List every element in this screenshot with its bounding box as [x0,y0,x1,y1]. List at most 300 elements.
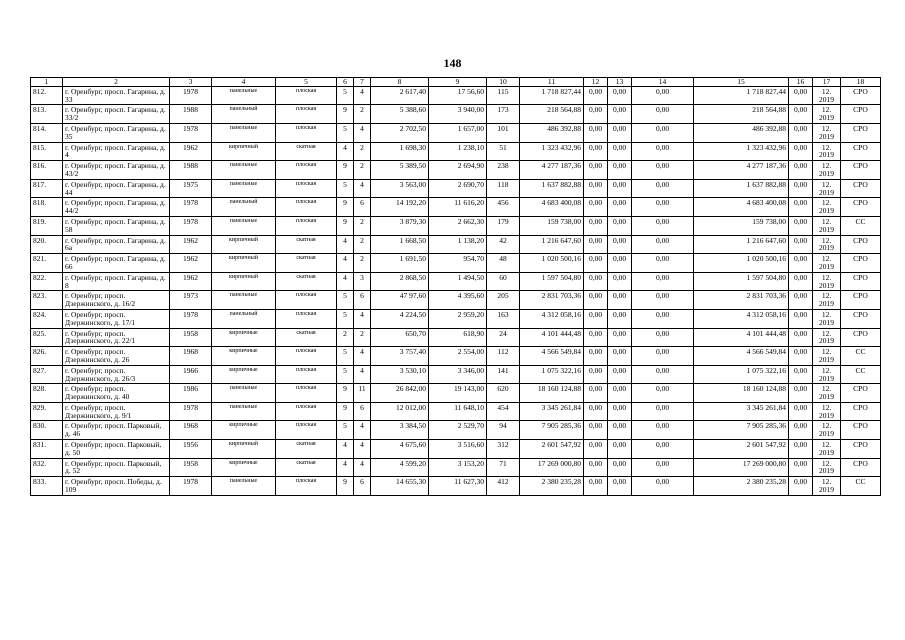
address-cell: г. Оренбург, просп. Парковый, д. 50 [63,440,170,459]
total-cost-cell: 17 269 000,80 [520,458,584,477]
value-cell: 0,00 [632,161,694,180]
living-area-cell: 1 138,20 [429,235,487,254]
source-cell: СРО [841,123,881,142]
date-cell: 12. 2019 [813,272,841,291]
date-cell: 12. 2019 [813,384,841,403]
value-cell: 0,00 [584,142,608,161]
wall-material-cell: кирпичный [212,142,276,161]
fund-cost-cell: 1 597 504,80 [694,272,789,291]
floors-cell: 4 [337,142,354,161]
entrances-cell: 4 [354,421,371,440]
row-number: 830. [31,421,63,440]
value-cell: 0,00 [608,291,632,310]
column-header: 4 [212,78,276,87]
roof-type-cell: плоская [276,365,337,384]
table-row [31,309,881,328]
year-cell: 1968 [170,347,212,366]
wall-material-cell: кирпичный [212,440,276,459]
total-area-cell: 1 691,50 [371,254,429,273]
table-row [31,254,881,273]
living-area-cell: 2 529,70 [429,421,487,440]
table-row [31,179,881,198]
roof-type-cell: плоская [276,347,337,366]
total-cost-cell: 2 380 235,28 [520,477,584,496]
value-cell: 0,00 [584,161,608,180]
floors-cell: 9 [337,402,354,421]
value-cell: 0,00 [632,123,694,142]
date-cell: 12. 2019 [813,328,841,347]
total-area-cell: 14 655,30 [371,477,429,496]
fund-cost-cell: 18 160 124,88 [694,384,789,403]
wall-material-cell: кирпичные [212,328,276,347]
table-row [31,123,881,142]
column-header: 3 [170,78,212,87]
roof-type-cell: скатная [276,142,337,161]
row-number: 820. [31,235,63,254]
residents-cell: 51 [487,142,520,161]
value-cell: 0,00 [789,161,813,180]
residents-cell: 115 [487,86,520,105]
fund-cost-cell: 3 345 261,84 [694,402,789,421]
total-area-cell: 2 702,50 [371,123,429,142]
table-row [31,365,881,384]
value-cell: 0,00 [632,291,694,310]
address-cell: г. Оренбург, просп. Дзержинского, д. 26 [63,347,170,366]
wall-material-cell: панельные [212,477,276,496]
value-cell: 0,00 [608,458,632,477]
year-cell: 1966 [170,365,212,384]
living-area-cell: 3 153,20 [429,458,487,477]
value-cell: 0,00 [608,216,632,235]
date-cell: 12. 2019 [813,254,841,273]
roof-type-cell: плоская [276,384,337,403]
source-cell: СРО [841,272,881,291]
floors-cell: 5 [337,179,354,198]
total-cost-cell: 486 392,88 [520,123,584,142]
row-number: 823. [31,291,63,310]
fund-cost-cell: 4 683 400,08 [694,198,789,217]
floors-cell: 9 [337,198,354,217]
living-area-cell: 2 690,70 [429,179,487,198]
roof-type-cell: плоская [276,309,337,328]
source-cell: СРО [841,86,881,105]
value-cell: 0,00 [608,440,632,459]
total-cost-cell: 1 020 500,16 [520,254,584,273]
value-cell: 0,00 [608,402,632,421]
table-row [31,216,881,235]
entrances-cell: 4 [354,179,371,198]
living-area-cell: 2 959,20 [429,309,487,328]
total-cost-cell: 1 216 647,60 [520,235,584,254]
year-cell: 1978 [170,477,212,496]
wall-material-cell: панельный [212,198,276,217]
living-area-cell: 2 694,90 [429,161,487,180]
year-cell: 1958 [170,458,212,477]
value-cell: 0,00 [632,477,694,496]
column-header: 13 [608,78,632,87]
year-cell: 1962 [170,235,212,254]
residents-cell: 412 [487,477,520,496]
fund-cost-cell: 2 380 235,28 [694,477,789,496]
value-cell: 0,00 [608,198,632,217]
floors-cell: 2 [337,328,354,347]
total-area-cell: 2 617,40 [371,86,429,105]
source-cell: СРО [841,384,881,403]
floors-cell: 4 [337,458,354,477]
total-cost-cell: 4 683 400,08 [520,198,584,217]
value-cell: 0,00 [584,105,608,124]
date-cell: 12. 2019 [813,347,841,366]
floors-cell: 5 [337,291,354,310]
column-header: 11 [520,78,584,87]
residents-cell: 101 [487,123,520,142]
living-area-cell: 954,70 [429,254,487,273]
date-cell: 12. 2019 [813,402,841,421]
living-area-cell: 17 56,60 [429,86,487,105]
value-cell: 0,00 [632,86,694,105]
residents-cell: 312 [487,440,520,459]
living-area-cell: 1 657,00 [429,123,487,142]
value-cell: 0,00 [632,235,694,254]
value-cell: 0,00 [789,421,813,440]
entrances-cell: 4 [354,86,371,105]
value-cell: 0,00 [608,254,632,273]
address-cell: г. Оренбург, просп. Дзержинского, д. 22/1 [63,328,170,347]
value-cell: 0,00 [608,309,632,328]
total-cost-cell: 1 323 432,96 [520,142,584,161]
value-cell: 0,00 [608,86,632,105]
residents-cell: 620 [487,384,520,403]
roof-type-cell: плоская [276,421,337,440]
value-cell: 0,00 [584,309,608,328]
value-cell: 0,00 [632,328,694,347]
wall-material-cell: кирпичные [212,421,276,440]
value-cell: 0,00 [789,402,813,421]
row-number: 821. [31,254,63,273]
total-cost-cell: 4 277 187,36 [520,161,584,180]
total-area-cell: 1 668,50 [371,235,429,254]
wall-material-cell: панельные [212,86,276,105]
row-number: 829. [31,402,63,421]
residents-cell: 112 [487,347,520,366]
wall-material-cell: кирпичный [212,235,276,254]
year-cell: 1978 [170,216,212,235]
value-cell: 0,00 [608,142,632,161]
total-area-cell: 4 675,60 [371,440,429,459]
address-cell: г. Оренбург, просп. Гагарина, д. 58 [63,216,170,235]
living-area-cell: 3 516,60 [429,440,487,459]
value-cell: 0,00 [608,328,632,347]
date-cell: 12. 2019 [813,365,841,384]
roof-type-cell: скатная [276,458,337,477]
value-cell: 0,00 [608,347,632,366]
value-cell: 0,00 [584,384,608,403]
value-cell: 0,00 [632,309,694,328]
wall-material-cell: панельные [212,291,276,310]
value-cell: 0,00 [584,198,608,217]
wall-material-cell: панельные [212,179,276,198]
column-header: 8 [371,78,429,87]
entrances-cell: 2 [354,254,371,273]
fund-cost-cell: 7 905 285,36 [694,421,789,440]
address-cell: г. Оренбург, просп. Гагарина, д. 66 [63,254,170,273]
column-header: 18 [841,78,881,87]
living-area-cell: 1 238,10 [429,142,487,161]
total-area-cell: 47 97,60 [371,291,429,310]
date-cell: 12. 2019 [813,477,841,496]
total-area-cell: 3 384,50 [371,421,429,440]
value-cell: 0,00 [789,291,813,310]
residents-cell: 141 [487,365,520,384]
row-number: 831. [31,440,63,459]
fund-cost-cell: 218 564,88 [694,105,789,124]
year-cell: 1988 [170,161,212,180]
value-cell: 0,00 [584,421,608,440]
total-area-cell: 1 698,30 [371,142,429,161]
column-header: 1 [31,78,63,87]
source-cell: СРО [841,179,881,198]
value-cell: 0,00 [789,477,813,496]
entrances-cell: 4 [354,347,371,366]
address-cell: г. Оренбург, просп. Парковый, д. 52 [63,458,170,477]
entrances-cell: 6 [354,402,371,421]
address-cell: г. Оренбург, просп. Дзержинского, д. 40 [63,384,170,403]
value-cell: 0,00 [632,272,694,291]
year-cell: 1968 [170,421,212,440]
wall-material-cell: панельные [212,402,276,421]
wall-material-cell: панельные [212,384,276,403]
residents-cell: 60 [487,272,520,291]
row-number: 818. [31,198,63,217]
column-header: 7 [354,78,371,87]
row-number: 828. [31,384,63,403]
address-cell: г. Оренбург, просп. Гагарина, д. 35 [63,123,170,142]
year-cell: 1986 [170,384,212,403]
total-cost-cell: 218 564,88 [520,105,584,124]
row-number: 815. [31,142,63,161]
value-cell: 0,00 [608,477,632,496]
fund-cost-cell: 1 216 647,60 [694,235,789,254]
date-cell: 12. 2019 [813,440,841,459]
entrances-cell: 2 [354,161,371,180]
address-cell: г. Оренбург, просп. Парковый, д. 46 [63,421,170,440]
floors-cell: 5 [337,86,354,105]
floors-cell: 5 [337,309,354,328]
residents-cell: 163 [487,309,520,328]
value-cell: 0,00 [632,458,694,477]
wall-material-cell: панельный [212,309,276,328]
value-cell: 0,00 [584,254,608,273]
value-cell: 0,00 [789,384,813,403]
roof-type-cell: плоская [276,477,337,496]
value-cell: 0,00 [632,347,694,366]
residents-cell: 42 [487,235,520,254]
source-cell: СС [841,365,881,384]
wall-material-cell: панельные [212,161,276,180]
year-cell: 1973 [170,291,212,310]
entrances-cell: 2 [354,142,371,161]
column-header: 17 [813,78,841,87]
wall-material-cell: кирпичные [212,347,276,366]
total-area-cell: 3 757,40 [371,347,429,366]
value-cell: 0,00 [584,477,608,496]
total-cost-cell: 1 637 882,88 [520,179,584,198]
entrances-cell: 2 [354,235,371,254]
value-cell: 0,00 [608,235,632,254]
fund-cost-cell: 4 101 444,48 [694,328,789,347]
table-row [31,421,881,440]
total-cost-cell: 4 312 058,16 [520,309,584,328]
table-row [31,440,881,459]
roof-type-cell: скатная [276,235,337,254]
table-row [31,347,881,366]
year-cell: 1975 [170,179,212,198]
housing-register-table [30,77,881,496]
fund-cost-cell: 159 738,00 [694,216,789,235]
entrances-cell: 6 [354,477,371,496]
residents-cell: 24 [487,328,520,347]
source-cell: СРО [841,291,881,310]
value-cell: 0,00 [789,309,813,328]
row-number: 817. [31,179,63,198]
address-cell: г. Оренбург, просп. Гагарина, д. 44 [63,179,170,198]
residents-cell: 238 [487,161,520,180]
value-cell: 0,00 [584,347,608,366]
source-cell: СРО [841,440,881,459]
address-cell: г. Оренбург, просп. Гагарина, д. 4 [63,142,170,161]
address-cell: г. Оренбург, просп. Гагарина, д. 6а [63,235,170,254]
value-cell: 0,00 [584,179,608,198]
residents-cell: 173 [487,105,520,124]
value-cell: 0,00 [789,328,813,347]
source-cell: СС [841,347,881,366]
living-area-cell: 2 662,30 [429,216,487,235]
entrances-cell: 4 [354,309,371,328]
value-cell: 0,00 [632,402,694,421]
table-row [31,86,881,105]
fund-cost-cell: 1 637 882,88 [694,179,789,198]
value-cell: 0,00 [584,402,608,421]
source-cell: СРО [841,161,881,180]
living-area-cell: 2 554,00 [429,347,487,366]
table-row [31,161,881,180]
address-cell: г. Оренбург, просп. Гагарина, д. 33 [63,86,170,105]
fund-cost-cell: 17 269 000,80 [694,458,789,477]
residents-cell: 454 [487,402,520,421]
year-cell: 1962 [170,254,212,273]
living-area-cell: 3 940,00 [429,105,487,124]
entrances-cell: 6 [354,291,371,310]
wall-material-cell: кирпичный [212,254,276,273]
table-row [31,272,881,291]
date-cell: 12. 2019 [813,291,841,310]
table-row [31,142,881,161]
floors-cell: 9 [337,216,354,235]
value-cell: 0,00 [789,216,813,235]
entrances-cell: 4 [354,365,371,384]
value-cell: 0,00 [608,421,632,440]
row-number: 814. [31,123,63,142]
value-cell: 0,00 [632,179,694,198]
value-cell: 0,00 [584,216,608,235]
wall-material-cell: панельный [212,105,276,124]
source-cell: СРО [841,421,881,440]
entrances-cell: 4 [354,440,371,459]
value-cell: 0,00 [789,123,813,142]
row-number: 825. [31,328,63,347]
date-cell: 12. 2019 [813,142,841,161]
date-cell: 12. 2019 [813,161,841,180]
value-cell: 0,00 [608,105,632,124]
roof-type-cell: скатная [276,272,337,291]
value-cell: 0,00 [789,458,813,477]
fund-cost-cell: 4 312 058,16 [694,309,789,328]
value-cell: 0,00 [632,198,694,217]
address-cell: г. Оренбург, просп. Гагарина, д. 33/2 [63,105,170,124]
date-cell: 12. 2019 [813,309,841,328]
value-cell: 0,00 [632,365,694,384]
entrances-cell: 4 [354,123,371,142]
roof-type-cell: плоская [276,198,337,217]
residents-cell: 179 [487,216,520,235]
floors-cell: 5 [337,421,354,440]
value-cell: 0,00 [584,440,608,459]
total-cost-cell: 7 905 285,36 [520,421,584,440]
living-area-cell: 4 395,60 [429,291,487,310]
source-cell: СРО [841,402,881,421]
living-area-cell: 618,90 [429,328,487,347]
living-area-cell: 11 627,30 [429,477,487,496]
address-cell: г. Оренбург, просп. Дзержинского, д. 17/1 [63,309,170,328]
floors-cell: 5 [337,365,354,384]
value-cell: 0,00 [584,365,608,384]
residents-cell: 94 [487,421,520,440]
value-cell: 0,00 [632,440,694,459]
year-cell: 1978 [170,309,212,328]
total-cost-cell: 1 597 504,80 [520,272,584,291]
page-number: 148 [443,56,462,70]
total-area-cell: 26 842,00 [371,384,429,403]
total-area-cell: 12 012,00 [371,402,429,421]
year-cell: 1962 [170,272,212,291]
column-header: 16 [789,78,813,87]
total-cost-cell: 1 075 322,16 [520,365,584,384]
residents-cell: 48 [487,254,520,273]
fund-cost-cell: 2 601 547,92 [694,440,789,459]
floors-cell: 4 [337,272,354,291]
residents-cell: 205 [487,291,520,310]
date-cell: 12. 2019 [813,123,841,142]
value-cell: 0,00 [789,254,813,273]
table-row [31,458,881,477]
total-area-cell: 14 192,20 [371,198,429,217]
value-cell: 0,00 [584,458,608,477]
living-area-cell: 11 648,10 [429,402,487,421]
value-cell: 0,00 [789,105,813,124]
value-cell: 0,00 [789,347,813,366]
value-cell: 0,00 [789,272,813,291]
wall-material-cell: панельные [212,216,276,235]
floors-cell: 4 [337,235,354,254]
value-cell: 0,00 [584,86,608,105]
living-area-cell: 1 494,50 [429,272,487,291]
column-header: 2 [63,78,170,87]
fund-cost-cell: 486 392,88 [694,123,789,142]
total-cost-cell: 4 566 549,84 [520,347,584,366]
column-header: 5 [276,78,337,87]
value-cell: 0,00 [608,123,632,142]
value-cell: 0,00 [608,272,632,291]
